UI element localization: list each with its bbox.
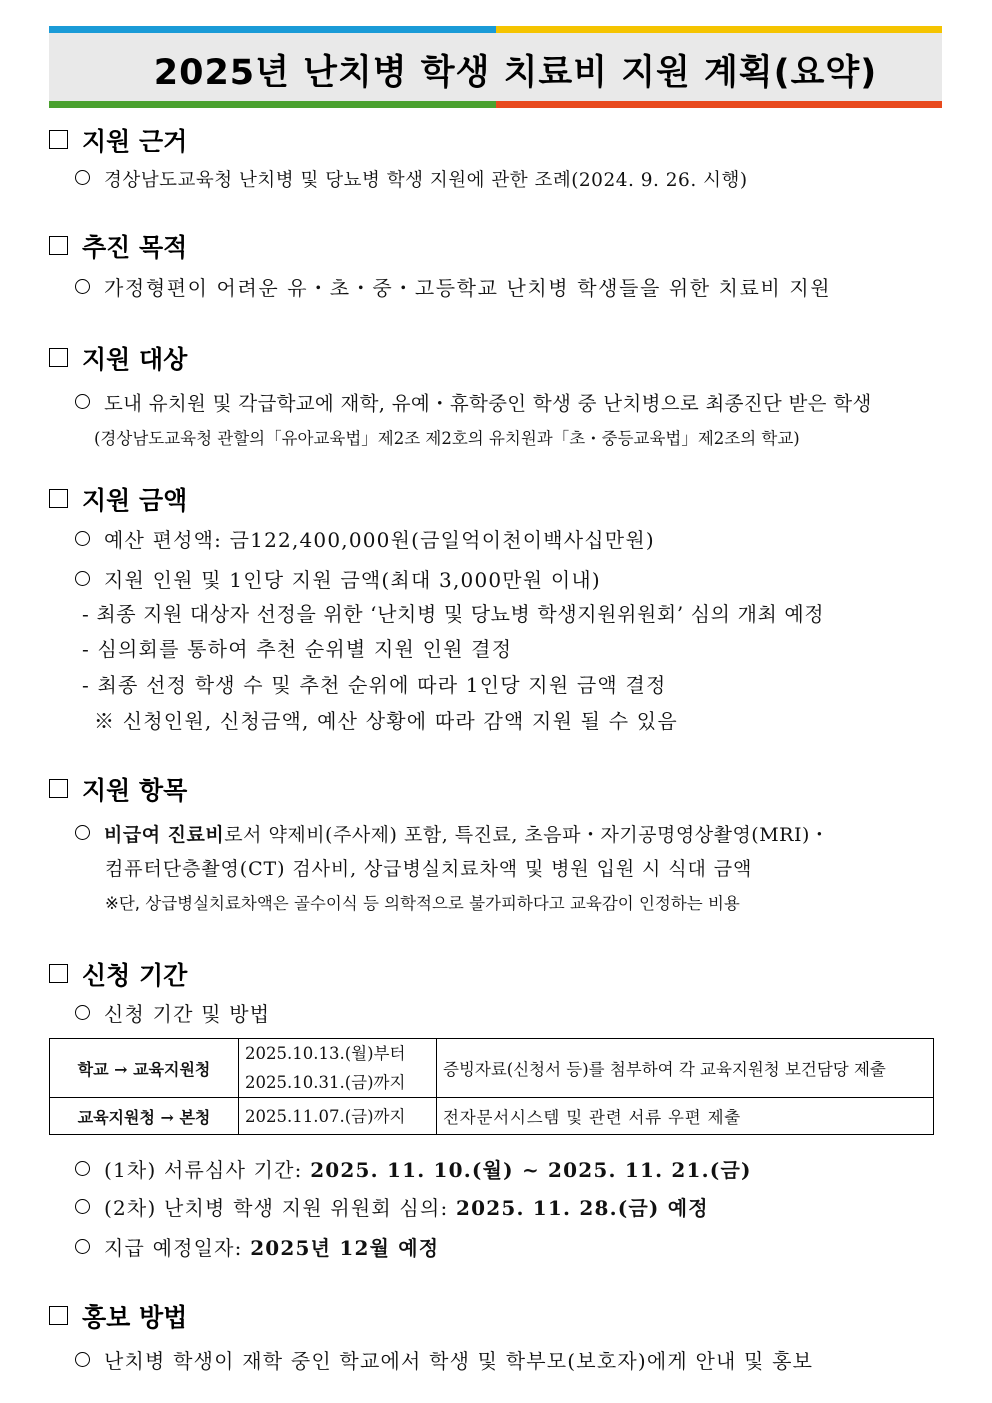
section-amount-heading	[49, 481, 187, 517]
route-cell: 교육지원청 → 본청	[50, 1098, 239, 1135]
square-bullet-icon	[49, 1306, 68, 1325]
promo-item	[75, 1345, 813, 1374]
item-text: 로서 약제비(주사제) 포함, 특진료, 초음파・자기공명영상촬영(MRI)・	[224, 824, 830, 846]
section-title: 홍보 방법	[82, 1303, 188, 1332]
item-text: 가정형편이 어려운 유・초・중・고등학교 난치병 학생들을 위한 치료비 지원	[104, 276, 832, 300]
period-item	[75, 998, 270, 1027]
date-start: 2025.10.13.(월)부터	[245, 1044, 406, 1063]
circle-bullet-icon	[75, 571, 90, 586]
section-items-heading	[49, 771, 187, 807]
square-bullet-icon	[49, 348, 68, 367]
circle-bullet-icon	[75, 1161, 90, 1176]
circle-bullet-icon	[75, 531, 90, 546]
method-cell: 증빙자료(신청서 등)를 첨부하여 각 교육지원청 보건담당 제출	[437, 1039, 934, 1098]
item-text: 경상남도교육청 난치병 및 당뇨병 학생 지원에 관한 조례(2024. 9. 26. 시행)	[104, 170, 748, 191]
square-bullet-icon	[49, 779, 68, 798]
section-purpose-heading	[49, 228, 187, 264]
bold-lead: 비급여 진료비	[104, 824, 225, 846]
items-line-1	[75, 820, 829, 847]
circle-bullet-icon	[75, 1352, 90, 1367]
period-after-2	[75, 1192, 709, 1221]
period-after-1	[75, 1154, 752, 1183]
amount-dash-1: - 최종 지원 대상자 선정을 위한 ‘난치병 및 당뇨병 학생지원위원회’ 심의 개최 예정	[82, 602, 825, 626]
schedule-table	[49, 1038, 934, 1135]
date-end: 2025.10.31.(금)까지	[245, 1073, 406, 1092]
amount-note: ※ 신청인원, 신청금액, 예산 상황에 따라 감액 지원 될 수 있음	[94, 709, 678, 733]
item-text: 지원 인원 및 1인당 지원 금액(최대 3,000만원 이내)	[104, 568, 601, 592]
item-text: 신청 기간 및 방법	[104, 1002, 271, 1026]
items-line-2: 컴퓨터단층촬영(CT) 검사비, 상급병실치료차액 및 병원 입원 시 식대 금액	[105, 858, 753, 880]
banner-top-bar-left	[49, 26, 496, 33]
section-promo-heading	[49, 1298, 187, 1334]
section-basis-heading	[49, 122, 187, 158]
section-period-heading	[49, 956, 187, 992]
circle-bullet-icon	[75, 1239, 90, 1254]
amount-item-people	[75, 564, 601, 593]
date-cell	[239, 1039, 437, 1098]
target-note: (경상남도교육청 관할의「유아교육법」제2조 제2호의 유치원과「초・중등교육법」제2조의 학교)	[94, 429, 800, 448]
amount-dash-2: - 심의회를 통하여 추천 순위별 지원 인원 결정	[82, 637, 513, 661]
square-bullet-icon	[49, 964, 68, 983]
square-bullet-icon	[49, 130, 68, 149]
banner-top-bar-right	[496, 26, 942, 33]
circle-bullet-icon	[75, 279, 90, 294]
method-cell: 전자문서시스템 및 관련 서류 우편 제출	[437, 1098, 934, 1135]
period-after-3	[75, 1232, 439, 1261]
banner-bottom-bar-right	[496, 101, 942, 108]
page-title: 2025년 난치병 학생 치료비 지원 계획(요약)	[153, 53, 878, 93]
banner-bottom-bar-left	[49, 101, 496, 108]
item-label: (2차) 난치병 학생 지원 위원회 심의:	[104, 1196, 456, 1220]
purpose-item	[75, 272, 831, 301]
basis-item	[75, 166, 748, 192]
route-cell: 학교 → 교육지원청	[50, 1039, 239, 1098]
item-value: 2025. 11. 10.(월) ~ 2025. 11. 21.(금)	[310, 1158, 752, 1182]
item-label: (1차) 서류심사 기간:	[104, 1158, 311, 1182]
date-cell: 2025.11.07.(금)까지	[239, 1098, 437, 1135]
items-note: ※단, 상급병실치료차액은 골수이식 등 의학적으로 불가피하다고 교육감이 인정하는 비용	[105, 894, 740, 913]
circle-bullet-icon	[75, 1199, 90, 1214]
title-banner	[49, 26, 942, 108]
section-title: 추진 목적	[82, 233, 188, 262]
circle-bullet-icon	[75, 170, 90, 185]
target-item	[75, 388, 872, 416]
section-title: 지원 대상	[82, 345, 188, 374]
section-title: 지원 항목	[82, 776, 188, 805]
section-title: 지원 근거	[82, 127, 188, 156]
amount-item-budget	[75, 524, 655, 553]
circle-bullet-icon	[75, 1005, 90, 1020]
item-text: 예산 편성액: 금122,400,000원(금일억이천이백사십만원)	[104, 528, 655, 552]
item-value: 2025년 12월 예정	[250, 1236, 440, 1260]
item-text: 난치병 학생이 재학 중인 학교에서 학생 및 학부모(보호자)에게 안내 및 홍보	[104, 1349, 814, 1373]
item-text: 도내 유치원 및 각급학교에 재학, 유예・휴학중인 학생 중 난치병으로 최종진단 받은 학생	[104, 392, 872, 415]
section-target-heading	[49, 340, 187, 376]
circle-bullet-icon	[75, 825, 90, 840]
amount-dash-3: - 최종 선정 학생 수 및 추천 순위에 따라 1인당 지원 금액 결정	[82, 673, 667, 697]
table-row	[50, 1039, 934, 1098]
square-bullet-icon	[49, 489, 68, 508]
item-value: 2025. 11. 28.(금) 예정	[455, 1196, 709, 1220]
section-title: 지원 금액	[82, 486, 188, 515]
table-row	[50, 1098, 934, 1135]
item-label: 지급 예정일자:	[104, 1236, 251, 1260]
section-title: 신청 기간	[82, 961, 188, 990]
circle-bullet-icon	[75, 394, 90, 409]
square-bullet-icon	[49, 236, 68, 255]
